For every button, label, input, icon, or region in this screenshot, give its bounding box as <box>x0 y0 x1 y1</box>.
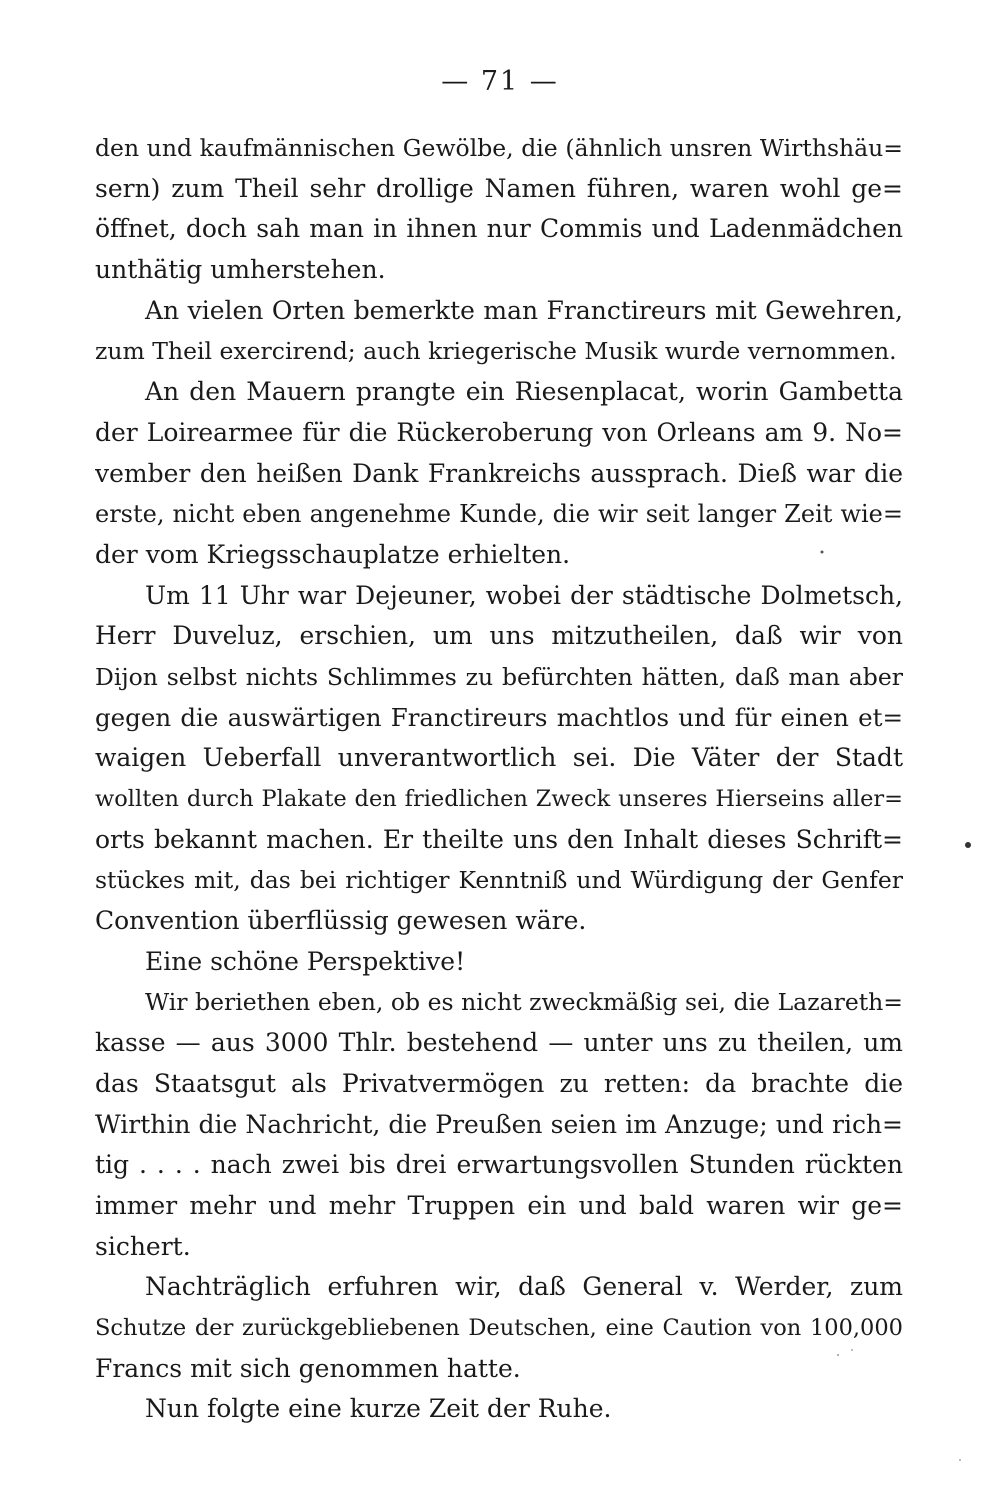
text-line: immer mehr und mehr Truppen ein und bald waren wir ge= <box>95 1190 903 1220</box>
text-line: Dijon selbst nichts Schlimmes zu befürchten hätten, daß man aber <box>95 662 903 691</box>
text-line: der vom Kriegsschauplatze erhielten. <box>95 539 571 569</box>
text-line: wollten durch Plakate den friedlichen Zweck unseres Hierseins aller= <box>95 786 903 812</box>
text-line: der Loirearmee für die Rückeroberung von Orleans am 9. No= <box>95 417 903 447</box>
text-line: Schutze der zurückgebliebenen Deutschen, eine Caution von 100,000 <box>95 1314 903 1341</box>
text-line: Convention überflüssig gewesen wäre. <box>95 906 587 936</box>
text-line: gegen die auswärtigen Franctireurs machtlos und für einen et= <box>95 702 903 732</box>
text-line: Um 11 Uhr war Dejeuner, wobei der städtische Dolmetsch, <box>145 580 903 610</box>
page-number: — 71 — <box>441 66 559 97</box>
text-line: unthätig umherstehen. <box>95 255 386 285</box>
text-line: Herr Duveluz, erschien, um uns mitzutheilen, daß wir von <box>95 621 903 651</box>
text-line: den und kaufmännischen Gewölbe, die (ähnlich unsren Wirthshäu= <box>95 134 903 162</box>
text-line: An den Mauern prangte ein Riesenplacat, worin Gambetta <box>145 377 903 407</box>
text-line: kasse — aus 3000 Thlr. bestehend — unter uns zu theilen, um <box>95 1028 903 1058</box>
body-text <box>95 128 903 1430</box>
text-line: erste, nicht eben angenehme Kunde, die wir seit langer Zeit wie= <box>95 500 903 529</box>
text-line: vember den heißen Dank Frankreichs aussprach. Dieß war die <box>95 458 903 488</box>
text-line: An vielen Orten bemerkte man Franctireurs mit Gewehren, <box>145 295 903 325</box>
ink-speck <box>959 1459 961 1461</box>
text-line: Nachträglich erfuhren wir, daß General v. Werder, zum <box>145 1272 903 1302</box>
text-line: Wir beriethen eben, ob es nicht zweckmäßig sei, die Lazareth= <box>145 988 903 1017</box>
text-line: Nun folgte eine kurze Zeit der Ruhe. <box>145 1394 612 1424</box>
ink-speck <box>965 842 971 848</box>
text-line: das Staatsgut als Privatvermögen zu retten: da brachte die <box>95 1068 903 1098</box>
text-line: orts bekannt machen. Er theilte uns den Inhalt dieses Schrift= <box>95 824 903 854</box>
text-line: Francs mit sich genommen hatte. <box>95 1353 521 1383</box>
text-line: sichert. <box>95 1231 191 1261</box>
text-line: waigen Ueberfall unverantwortlich sei. Die Väter der Stadt <box>95 743 903 773</box>
text-line: tig . . . . nach zwei bis drei erwartungsvollen Stunden rückten <box>95 1150 903 1180</box>
text-line: Wirthin die Nachricht, die Preußen seien im Anzuge; und rich= <box>95 1109 903 1139</box>
text-line: öffnet, doch sah man in ihnen nur Commis und Ladenmädchen <box>95 214 903 244</box>
text-line: zum Theil exercirend; auch kriegerische Musik wurde vernommen. <box>95 337 897 366</box>
text-line: sern) zum Theil sehr drollige Namen führen, waren wohl ge= <box>95 173 903 203</box>
text-line: stückes mit, das bei richtiger Kenntniß und Würdigung der Genfer <box>95 866 903 895</box>
text-line: Eine schöne Perspektive! <box>145 946 466 976</box>
